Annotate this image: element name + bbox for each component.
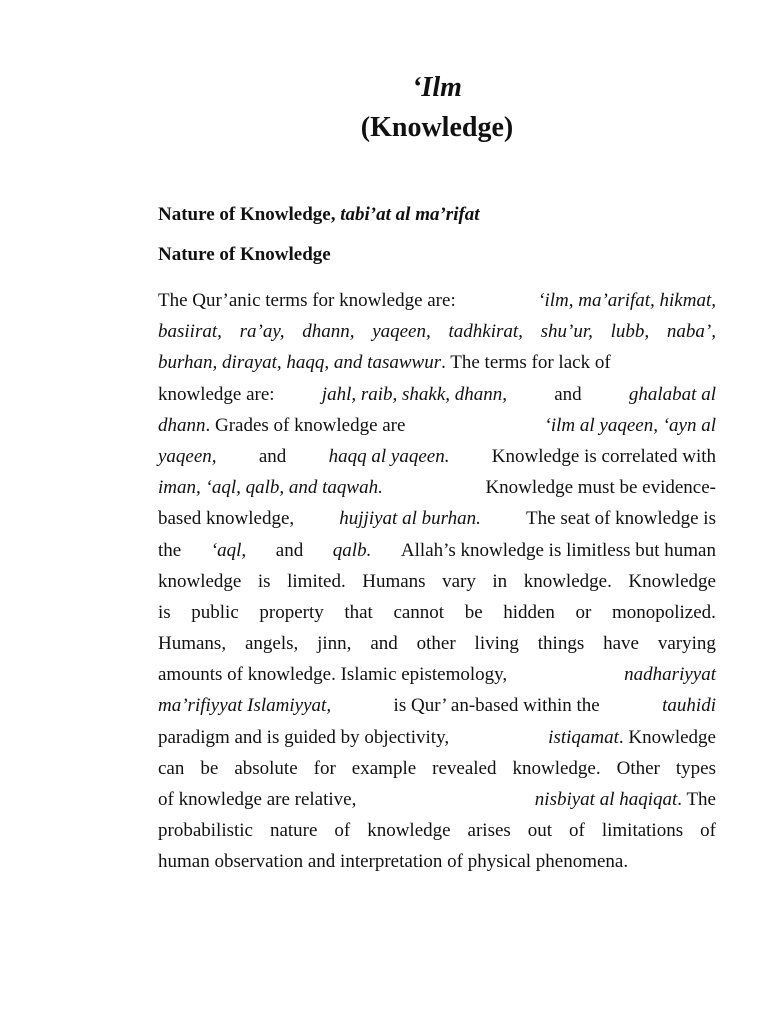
text-run: of knowledge are relative, xyxy=(158,789,357,810)
word: living xyxy=(474,633,519,655)
word: arises xyxy=(467,820,511,842)
word: property xyxy=(259,601,324,623)
paragraph-line xyxy=(158,316,716,347)
word: in xyxy=(492,570,508,592)
paragraph-line xyxy=(158,379,716,410)
paragraph-line xyxy=(158,597,716,628)
italic-term: qalb. xyxy=(332,539,372,561)
word: cannot xyxy=(393,601,445,623)
paragraph-line xyxy=(158,690,716,721)
word: revealed xyxy=(432,757,497,779)
word: shu’ur, xyxy=(540,321,593,343)
word: jinn, xyxy=(317,633,352,655)
italic-term: ‘ilm al yaqeen, ‘ayn al xyxy=(544,414,716,436)
text-run: human observation and interpretation of physical phenomena. xyxy=(158,851,629,873)
word: of xyxy=(569,820,585,842)
italic-term: ma’rifiyyat Islamiyyat, xyxy=(158,695,332,717)
section-heading-text: Nature of Knowledge, xyxy=(158,204,336,225)
word: public xyxy=(191,601,239,623)
paragraph-line xyxy=(158,410,716,441)
italic-term: jahl, raib, shakk, dhann, xyxy=(321,383,508,405)
word: be xyxy=(464,601,483,623)
italic-term: ‘aql, xyxy=(210,539,247,561)
italic-term: istiqamat xyxy=(548,726,619,748)
text-run: based knowledge, xyxy=(158,508,295,530)
italic-term: dhann xyxy=(158,414,206,436)
paragraph-line xyxy=(158,535,716,566)
word: types xyxy=(675,757,716,779)
word: monopolized. xyxy=(611,601,716,623)
word: knowledge xyxy=(158,570,242,592)
page-title-knowledge: (Knowledge) xyxy=(360,112,514,143)
italic-term: burhan, dirayat, haqq, and tasawwur xyxy=(158,352,442,374)
paragraph-line xyxy=(158,285,716,316)
word: and xyxy=(370,633,398,655)
word: Knowledge xyxy=(628,570,716,592)
word: vary xyxy=(442,570,476,592)
subsection-heading: Nature of Knowledge xyxy=(158,244,331,265)
word: lubb, xyxy=(610,321,650,343)
italic-term: tauhidi xyxy=(662,695,716,717)
paragraph-line xyxy=(158,347,716,378)
italic-term: ghalabat al xyxy=(628,383,716,405)
word: have xyxy=(603,633,639,655)
text-run: Knowledge is correlated with xyxy=(491,445,716,467)
paragraph-line xyxy=(158,441,716,472)
text-run: . Knowledge xyxy=(618,726,716,748)
text-run: The Qur’anic terms for knowledge are: xyxy=(158,290,456,311)
word: naba’, xyxy=(666,321,716,343)
word: nature xyxy=(269,820,318,842)
word: Humans xyxy=(362,570,426,592)
text-run: and xyxy=(275,539,304,561)
italic-term: haqq al yaqeen. xyxy=(328,445,450,467)
word: tadhkirat, xyxy=(448,321,523,343)
text-run: Allah’s knowledge is limitless but human xyxy=(400,539,716,561)
paragraph-line xyxy=(158,722,716,753)
text-run: . The terms for lack of xyxy=(441,352,611,374)
text-run: . Grades of knowledge are xyxy=(205,414,406,436)
text-run: The seat of knowledge is xyxy=(526,508,716,530)
word: Humans, xyxy=(158,633,227,655)
word: knowledge xyxy=(367,820,451,842)
section-heading xyxy=(158,204,480,226)
italic-term: yaqeen, xyxy=(158,445,217,467)
word: absolute xyxy=(234,757,298,779)
paragraph-line xyxy=(158,846,716,877)
italic-term: hujjiyat al burhan. xyxy=(339,508,481,530)
text-run: . The xyxy=(677,789,716,810)
word: knowledge. xyxy=(523,570,612,592)
word: knowledge. xyxy=(512,757,601,779)
body-paragraph xyxy=(158,285,716,878)
word: is xyxy=(257,570,271,592)
word: yaqeen, xyxy=(372,321,431,343)
paragraph-line xyxy=(158,659,716,690)
word: hidden xyxy=(503,601,555,623)
paragraph-line xyxy=(158,503,716,534)
paragraph-line xyxy=(158,472,716,503)
italic-term: ‘ilm, ma’arifat, hikmat, xyxy=(538,290,716,311)
word: or xyxy=(575,601,592,623)
word: things xyxy=(537,633,585,655)
page-title-ilm: ‘Ilm xyxy=(412,72,462,103)
word: out xyxy=(527,820,553,842)
word: be xyxy=(200,757,219,779)
word: ra’ay, xyxy=(239,321,285,343)
word: limitations xyxy=(601,820,684,842)
italic-term: iman, ‘aql, qalb, and taqwah. xyxy=(158,477,383,499)
word: that xyxy=(344,601,373,623)
word: Other xyxy=(616,757,660,779)
text-run: and xyxy=(554,383,582,405)
word: varying xyxy=(657,633,716,655)
section-heading-arabic-term: tabi’at al ma’rifat xyxy=(340,204,480,225)
word: of xyxy=(700,820,716,842)
word: angels, xyxy=(244,633,299,655)
word: other xyxy=(416,633,456,655)
paragraph-line xyxy=(158,815,716,846)
text-run: amounts of knowledge. Islamic epistemology, xyxy=(158,664,508,686)
paragraph-line xyxy=(158,784,716,815)
text-run: paradigm and is guided by objectivity, xyxy=(158,726,450,748)
word: basiirat, xyxy=(158,321,222,343)
word: probabilistic xyxy=(158,820,253,842)
paragraph-line xyxy=(158,566,716,597)
word: limited. xyxy=(287,570,346,592)
word: is xyxy=(158,601,171,623)
word: dhann, xyxy=(302,321,355,343)
text-run: the xyxy=(158,539,182,561)
text-run: Knowledge must be evidence- xyxy=(485,477,716,499)
text-run: knowledge are: xyxy=(158,383,275,405)
text-run: is Qur’ an-based within the xyxy=(393,695,600,717)
italic-term: nadhariyyat xyxy=(624,664,716,686)
paragraph-line xyxy=(158,753,716,784)
word: for xyxy=(313,757,336,779)
italic-term: nisbiyat al haqiqat xyxy=(534,789,678,810)
word: can xyxy=(158,757,185,779)
word: of xyxy=(334,820,351,842)
text-run: and xyxy=(258,445,287,467)
paragraph-line xyxy=(158,628,716,659)
word: example xyxy=(351,757,417,779)
